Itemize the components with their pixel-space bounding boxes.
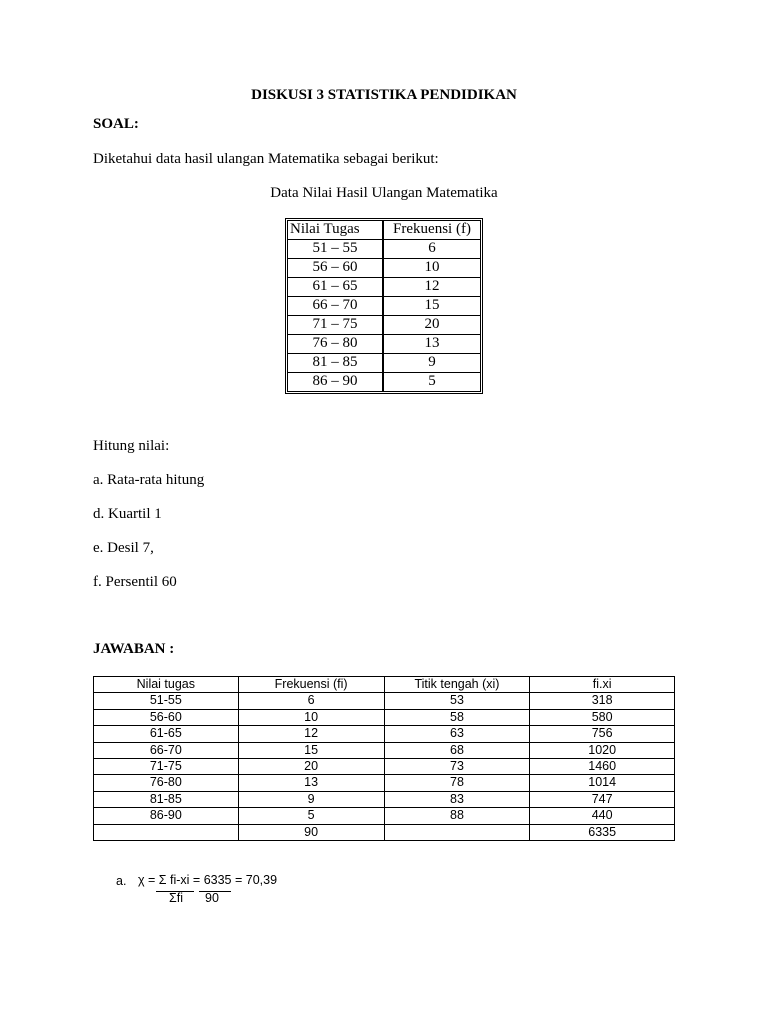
table-cell: 10: [238, 709, 384, 725]
total-row: [94, 824, 675, 840]
table-cell: 81-85: [94, 791, 239, 807]
table-cell: 56-60: [94, 709, 239, 725]
question-decile: e. Desil 7,: [93, 540, 154, 556]
table-cell: 6335: [530, 824, 675, 840]
table-header-row: [288, 221, 480, 240]
table-cell: 90: [238, 824, 384, 840]
table-row: [94, 726, 675, 742]
table-cell: 580: [530, 709, 675, 725]
table-row: [94, 693, 675, 709]
table-cell: 58: [384, 709, 530, 725]
table-cell: 13: [238, 775, 384, 791]
answer-table: [93, 676, 675, 841]
formula-denominator-value: 90: [205, 891, 219, 905]
formula-denominator-sum: Σfi: [169, 891, 183, 905]
table-cell: 83: [384, 791, 530, 807]
table-cell: 66 – 70: [288, 297, 384, 316]
table-cell: 66-70: [94, 742, 239, 758]
header-cell: fi.xi: [530, 677, 675, 693]
table-cell: 88: [384, 808, 530, 824]
table-cell: 13: [384, 335, 480, 354]
header-cell: Nilai Tugas: [288, 221, 384, 240]
table-cell: 78: [384, 775, 530, 791]
jawaban-heading: JAWABAN :: [93, 641, 175, 657]
score-frequency-table: [285, 218, 483, 394]
table-cell: 61 – 65: [288, 278, 384, 297]
table-cell: 56 – 60: [288, 259, 384, 278]
question-mean: a. Rata-rata hitung: [93, 472, 205, 488]
table-row: [288, 373, 480, 391]
table-cell: 53: [384, 693, 530, 709]
hitung-heading: Hitung nilai:: [93, 438, 170, 454]
table-cell: 68: [384, 742, 530, 758]
header-cell: Nilai tugas: [94, 677, 239, 693]
table-row: [288, 354, 480, 373]
table-cell: 10: [384, 259, 480, 278]
table-cell: 12: [384, 278, 480, 297]
table-cell: [384, 824, 530, 840]
table-cell: 318: [530, 693, 675, 709]
table-cell: 756: [530, 726, 675, 742]
table-row: [94, 775, 675, 791]
table-cell: 20: [384, 316, 480, 335]
table-cell: 1020: [530, 742, 675, 758]
table-cell: 51-55: [94, 693, 239, 709]
header-cell: Frekuensi (fi): [238, 677, 384, 693]
table-cell: 15: [238, 742, 384, 758]
table-row: [288, 335, 480, 354]
header-cell: Frekuensi (f): [384, 221, 480, 240]
question-quartile: d. Kuartil 1: [93, 506, 162, 522]
soal-heading: SOAL:: [93, 116, 139, 132]
intro-text: Diketahui data hasil ulangan Matematika sebagai berikut:: [93, 151, 439, 167]
table-cell: 6: [238, 693, 384, 709]
table-row: [94, 791, 675, 807]
question-percentile: f. Persentil 60: [93, 574, 177, 590]
table-cell: 1460: [530, 759, 675, 775]
document-title: DISKUSI 3 STATISTIKA PENDIDIKAN: [251, 87, 517, 103]
table-cell: 71-75: [94, 759, 239, 775]
table-row: [288, 297, 480, 316]
table-cell: 76 – 80: [288, 335, 384, 354]
table-cell: 63: [384, 726, 530, 742]
table-cell: 86-90: [94, 808, 239, 824]
table-cell: 1014: [530, 775, 675, 791]
table-caption: Data Nilai Hasil Ulangan Matematika: [270, 185, 498, 201]
table-cell: 9: [238, 791, 384, 807]
table-cell: 73: [384, 759, 530, 775]
table-cell: 51 – 55: [288, 240, 384, 259]
table-cell: 61-65: [94, 726, 239, 742]
table-cell: 86 – 90: [288, 373, 384, 391]
table-cell: 5: [238, 808, 384, 824]
table-row: [288, 240, 480, 259]
table-cell: [94, 824, 239, 840]
table-cell: 440: [530, 808, 675, 824]
table-row: [288, 278, 480, 297]
table-cell: 9: [384, 354, 480, 373]
table-cell: 20: [238, 759, 384, 775]
table-row: [94, 808, 675, 824]
table-row: [288, 259, 480, 278]
mean-formula: χ = Σ fi-xi = 6335 = 70,39: [138, 873, 278, 887]
table-cell: 747: [530, 791, 675, 807]
table-cell: 71 – 75: [288, 316, 384, 335]
table-cell: 15: [384, 297, 480, 316]
table-cell: 81 – 85: [288, 354, 384, 373]
header-cell: Titik tengah (xi): [384, 677, 530, 693]
table-row: [94, 742, 675, 758]
table-row: [94, 709, 675, 725]
table-cell: 5: [428, 373, 436, 389]
table-cell: 6: [384, 240, 480, 259]
table-row: [94, 759, 675, 775]
table-cell: 12: [238, 726, 384, 742]
table-row: [288, 316, 480, 335]
table-header-row: [94, 677, 675, 693]
table-cell: 76-80: [94, 775, 239, 791]
formula-label: a.: [116, 874, 127, 888]
